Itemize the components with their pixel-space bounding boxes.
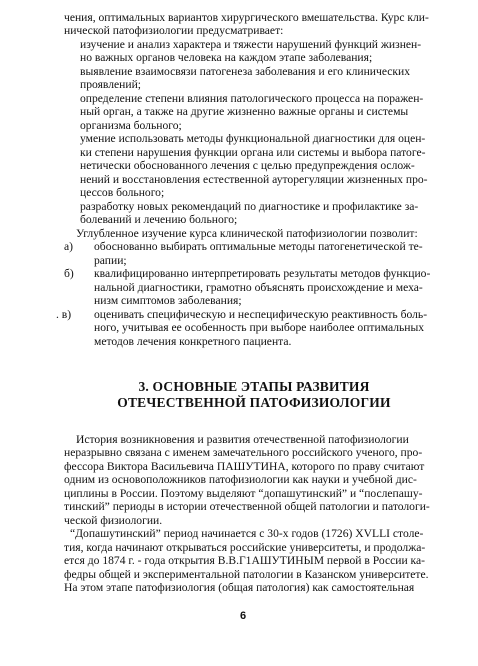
text-line: нической патофизиологии предусматривает:: [64, 24, 284, 37]
text-line: тинский” периоды в истории отечественной общей патологии и патологи-: [64, 500, 430, 513]
text-line: ного, учитывая ее особенность при выборе наиболее оптимальных: [94, 321, 425, 334]
text-line: ки степени нарушения функции органа или системы и выбора патоге-: [80, 146, 426, 159]
text-line: болеваний и лечению больного;: [80, 213, 238, 226]
text-line: умение использовать методы функциональной диагностики для оцен-: [80, 132, 426, 145]
text-line: оценивать специфическую и неспецифическую реактивность боль-: [94, 308, 428, 321]
text-line: неразрывно связана с именем замечательного российского ученого, про-: [64, 446, 423, 459]
section-heading-line-1: 3. ОСНОВНЫЕ ЭТАПЫ РАЗВИТИЯ: [138, 379, 370, 394]
text-line: квалифицированно интерпретировать результаты методов функцио-: [94, 267, 431, 280]
text-line: нений и восстановления естественной ауторегуляции жизненных про-: [80, 173, 428, 186]
text-line: федры общей и экспериментальной патологии в Казанском университете.: [64, 568, 429, 581]
text-line: На этом этапе патофизиология (общая патология) как самостоятельная: [64, 581, 415, 594]
text-line: ческой физиологии.: [64, 514, 163, 527]
text-line: нетически обоснованного лечения с целью предупреждения ослож-: [80, 159, 415, 172]
text-line: цессов больного;: [80, 186, 165, 199]
text-line: изучение и анализ характера и тяжести нарушений функций жизнен-: [80, 38, 422, 51]
text-line: Углубленное изучение курса клинической патофизиологии позволит:: [76, 227, 418, 240]
text-line: ный орган, а также на другие жизненно важные органы и системы: [80, 105, 409, 118]
section-heading-line-2: ОТЕЧЕСТВЕННОЙ ПАТОФИЗИОЛОГИИ: [117, 395, 391, 410]
text-line: нальной диагностики, грамотно объяснять происхождение и меха-: [94, 281, 423, 294]
text-line: определение степени влияния патологического процесса на поражен-: [80, 92, 424, 105]
text-line: методов лечения конкретного пациента.: [94, 335, 292, 348]
text-line: но важных органов человека на каждом этапе заболевания;: [80, 51, 373, 64]
text-line: обоснованно выбирать оптимальные методы патогенетической те-: [94, 240, 423, 253]
text-line: организма больного;: [80, 119, 182, 132]
text-line: тия, когда начинают открываться российские университеты, и продолжа-: [64, 541, 426, 554]
text-line: фессора Виктора Васильевича ПАШУТИНА, которого по праву считают: [64, 460, 425, 473]
page-number: 6: [240, 610, 247, 622]
text-line: одним из основоположников патофизиологии как науки и учебной дис-: [64, 473, 417, 486]
list-marker: а): [64, 240, 74, 253]
text-line: циплины в России. Поэтому выделяют “допашутинский” и “послепашу-: [64, 487, 423, 500]
text-line: История возникновения и развития отечественной патофизиологии: [76, 433, 409, 446]
text-line: проявлений;: [80, 78, 141, 91]
text-line: разработку новых рекомендаций по диагностике и профилактике за-: [80, 200, 419, 213]
text-line: рапии;: [94, 254, 127, 267]
list-marker: б): [64, 267, 74, 280]
text-line: низм симптомов заболевания;: [94, 294, 242, 307]
text-line: чения, оптимальных вариантов хирургического вмешательства. Курс кли-: [64, 11, 429, 24]
text-line: выявление взаимосвязи патогенеза заболевания и его клинических: [80, 65, 411, 78]
text-line: ется до 1874 г. - года открытия В.В.Г1АШУТИНЫМ первой в России ка-: [64, 554, 426, 567]
text-line: “Допашутинский” период начинается с 30-х годов (1726) XVLLI столе-: [70, 527, 424, 540]
list-marker: . в): [56, 308, 72, 321]
